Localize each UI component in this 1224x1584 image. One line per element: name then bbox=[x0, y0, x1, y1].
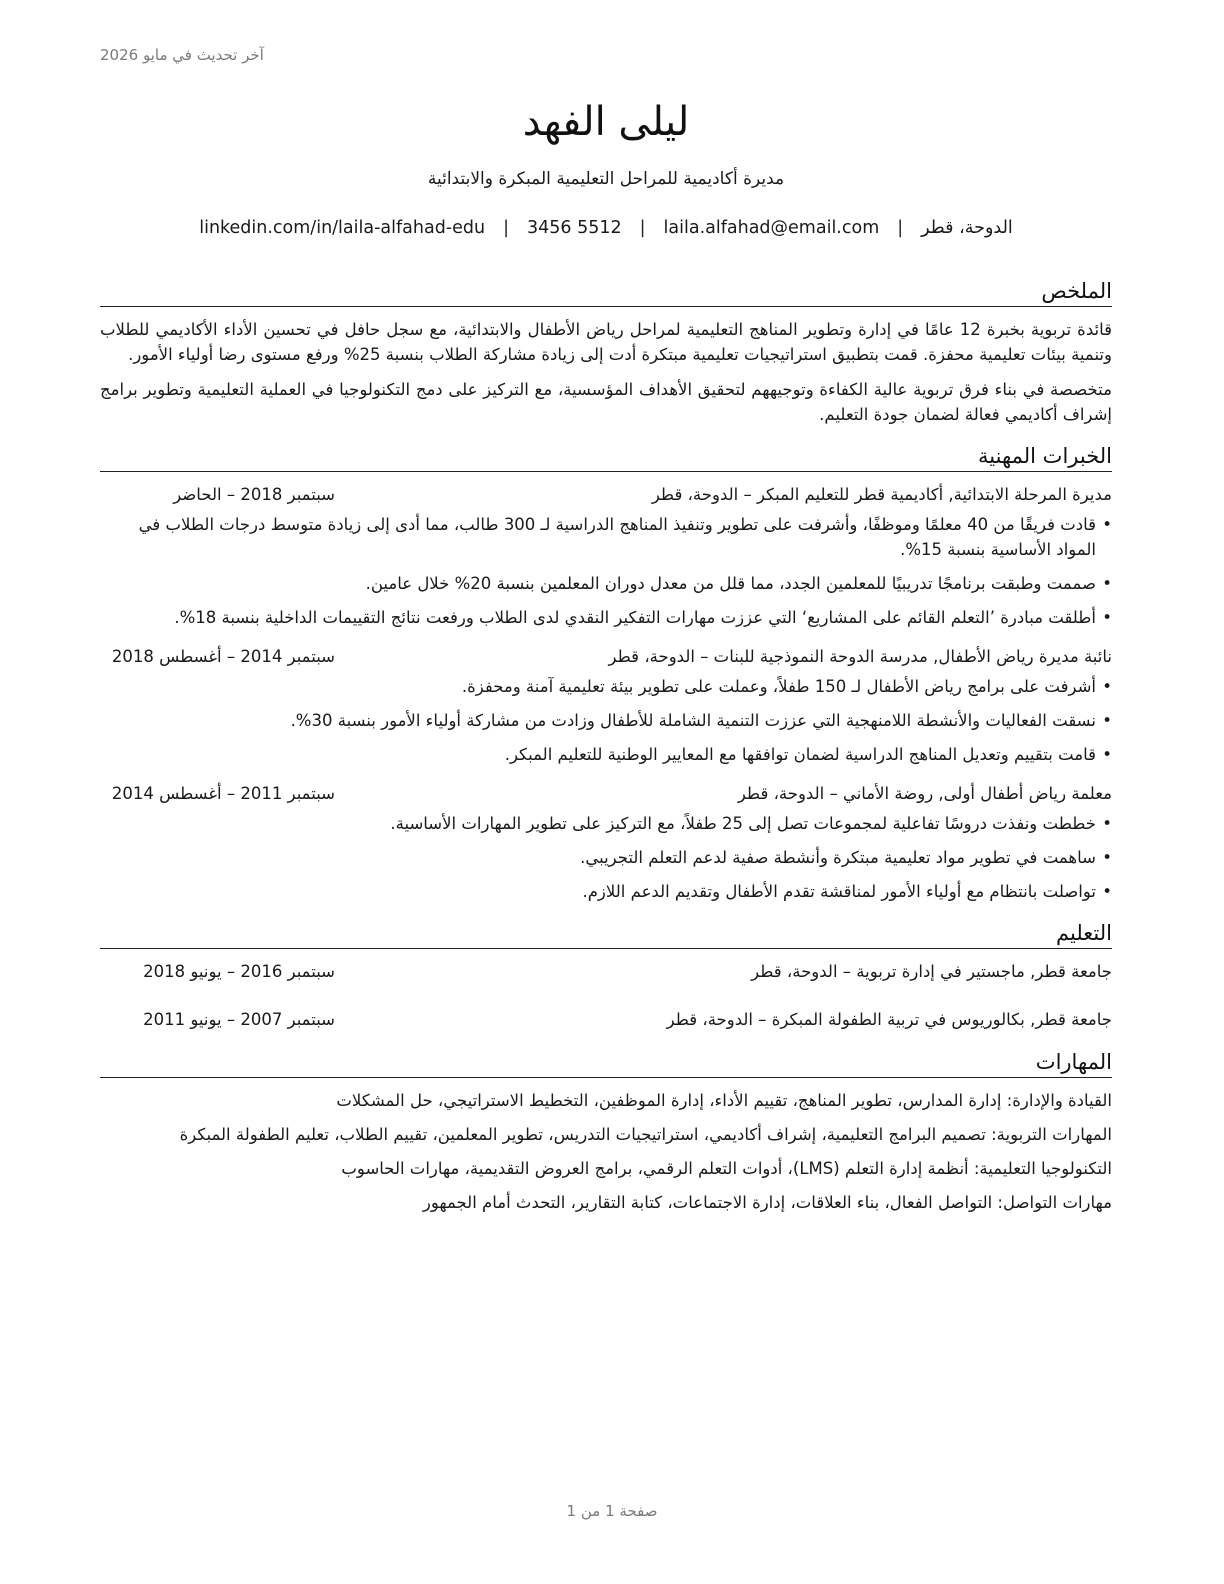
job-bullets bbox=[100, 512, 1112, 630]
job-dates: سبتمبر 2018 – الحاضر bbox=[173, 485, 335, 504]
skill-line: القيادة والإدارة: إدارة المدارس، تطوير المناهج، تقييم الأداء، إدارة الموظفين، التخطيط الاستراتيجي، حل المشكلات bbox=[336, 1091, 1112, 1110]
skill-line: المهارات التربوية: تصميم البرامج التعليمية، إشراف أكاديمي، استراتيجيات التدريس، تطوير المعلمين، تقييم الطلاب، تعليم الطفولة المبكرة bbox=[179, 1125, 1112, 1144]
contact-location: الدوحة، قطر bbox=[921, 218, 1013, 238]
skill-line: التكنولوجيا التعليمية: أنظمة إدارة التعلم (LMS)، أدوات التعلم الرقمي، برامج العروض التقديمية، مهارات الحاسوب bbox=[341, 1159, 1112, 1178]
headline: مديرة أكاديمية للمراحل التعليمية المبكرة والابتدائية bbox=[427, 169, 785, 189]
job-role: معلمة رياض أطفال أولى, روضة الأماني – الدوحة، قطر bbox=[737, 784, 1112, 803]
last-updated-note: آخر تحديث في مايو 2026 bbox=[100, 46, 264, 64]
contact-email[interactable]: laila.alfahad@email.com bbox=[663, 218, 880, 238]
contact-linkedin[interactable]: linkedin.com/in/laila-alfahad-edu bbox=[199, 218, 486, 238]
education-section bbox=[100, 918, 1112, 1033]
section-title-education: التعليم bbox=[100, 918, 1112, 949]
job-bullet: • نسقت الفعاليات والأنشطة اللامنهجية التي عززت التنمية الشاملة للأطفال وزادت من مشاركة أولياء الأمور بنسبة 30%. bbox=[100, 708, 1112, 733]
job-bullet: • قادت فريقًا من 40 معلمًا وموظفًا، وأشرفت على تطوير وتنفيذ المناهج الدراسية لـ 300 طالب، مما أدى إلى زيادة متوسط درجات الطلاب في المواد الأساسية بنسبة 15%. bbox=[100, 512, 1112, 562]
job-entry bbox=[100, 482, 1112, 630]
job-bullet: • ساهمت في تطوير مواد تعليمية مبتكرة وأنشطة صفية لدعم التعلم التجريبي. bbox=[100, 845, 1112, 870]
summary-paragraph: قائدة تربوية بخبرة 12 عامًا في إدارة وتطوير المناهج التعليمية لمراحل رياض الأطفال والابتدائية، مع سجل حافل في تحسين الأداء الأكاديمي للطلاب وتنمية بيئات تعليمية محفزة. قمت بتطبيق استراتيجيات تعليمية مبتكرة أدت إلى زيادة مشاركة الطلاب بنسبة 25% ورفع مستوى رضا أولياء الأمور. bbox=[100, 320, 1112, 364]
resume-page bbox=[100, 92, 1112, 1224]
person-name: ليلى الفهد bbox=[522, 99, 690, 145]
contact-phone: 3456 5512 bbox=[527, 218, 622, 238]
education-degree: جامعة قطر, بكالوريوس في تربية الطفولة المبكرة – الدوحة، قطر bbox=[666, 1010, 1112, 1029]
education-dates: سبتمبر 2007 – يونيو 2011 bbox=[143, 1010, 335, 1029]
section-title-experience: الخبرات المهنية bbox=[100, 441, 1112, 472]
education-entry bbox=[100, 959, 1112, 985]
job-header bbox=[100, 644, 1112, 670]
job-bullet: • تواصلت بانتظام مع أولياء الأمور لمناقشة تقدم الأطفال وتقديم الدعم اللازم. bbox=[100, 879, 1112, 904]
summary-paragraph: متخصصة في بناء فرق تربوية عالية الكفاءة وتوجيههم لتحقيق الأهداف المؤسسية، مع التركيز على دمج التكنولوجيا في العملية التعليمية وتطوير برامج إشراف أكاديمي فعالة لضمان جودة التعليم. bbox=[100, 380, 1112, 424]
job-bullet: • صممت وطبقت برنامجًا تدريبيًا للمعلمين الجدد، مما قلل من معدل دوران المعلمين بنسبة 20% خلال عامين. bbox=[100, 571, 1112, 596]
job-bullets bbox=[100, 674, 1112, 767]
job-bullet: • قامت بتقييم وتعديل المناهج الدراسية لضمان توافقها مع المعايير الوطنية للتعليم المبكر. bbox=[100, 742, 1112, 767]
job-bullet: • خططت ونفذت دروسًا تفاعلية لمجموعات تصل إلى 25 طفلاً، مع التركيز على تطوير المهارات الأساسية. bbox=[100, 811, 1112, 836]
contact-separator: | bbox=[639, 218, 646, 238]
job-header bbox=[100, 482, 1112, 508]
job-role: نائبة مديرة رياض الأطفال, مدرسة الدوحة النموذجية للبنات – الدوحة، قطر bbox=[608, 647, 1112, 666]
contact-line bbox=[100, 214, 1112, 242]
job-role: مديرة المرحلة الابتدائية, أكاديمية قطر للتعليم المبكر – الدوحة، قطر bbox=[651, 485, 1112, 504]
job-dates: سبتمبر 2014 – أغسطس 2018 bbox=[111, 647, 335, 666]
job-bullet: • أشرفت على برامج رياض الأطفال لـ 150 طفلاً، وعملت على تطوير بيئة تعليمية آمنة ومحفزة. bbox=[100, 674, 1112, 699]
section-title-skills: المهارات bbox=[100, 1047, 1112, 1078]
job-bullets bbox=[100, 811, 1112, 904]
job-entry bbox=[100, 644, 1112, 767]
summary-section bbox=[100, 276, 1112, 427]
education-degree: جامعة قطر, ماجستير في إدارة تربوية – الدوحة، قطر bbox=[751, 962, 1112, 981]
education-entry bbox=[100, 1007, 1112, 1033]
education-dates: سبتمبر 2016 – يونيو 2018 bbox=[143, 962, 335, 981]
contact-separator: | bbox=[897, 218, 904, 238]
contact-separator: | bbox=[503, 218, 509, 238]
job-entry bbox=[100, 781, 1112, 904]
job-dates: سبتمبر 2011 – أغسطس 2014 bbox=[111, 784, 335, 803]
job-header bbox=[100, 781, 1112, 807]
job-bullet: • أطلقت مبادرة ’التعلم القائم على المشاريع‘ التي عززت مهارات التفكير النقدي لدى الطلاب ورفعت نتائج التقييمات الداخلية بنسبة 18%. bbox=[100, 605, 1112, 630]
skill-line: مهارات التواصل: التواصل الفعال، بناء العلاقات، إدارة الاجتماعات، كتابة التقارير، التحدث أمام الجمهور bbox=[422, 1193, 1112, 1212]
experience-section bbox=[100, 441, 1112, 904]
section-title-summary: الملخص bbox=[100, 276, 1112, 307]
page-number: صفحة 1 من 1 bbox=[566, 1502, 658, 1520]
skills-section bbox=[100, 1047, 1112, 1215]
